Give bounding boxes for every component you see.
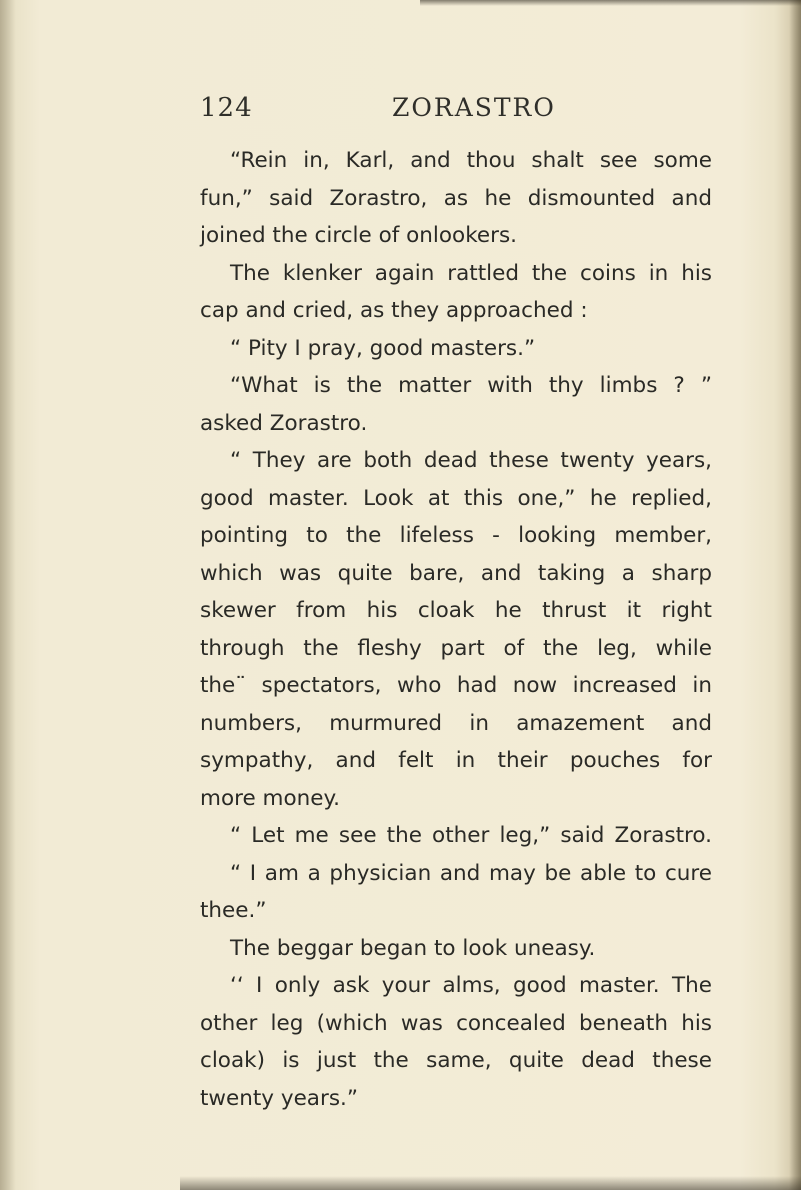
right-edge-shadow (789, 0, 801, 1190)
text-line: joined the circle of onlookers. (200, 223, 517, 248)
text-line: “ They are both dead these twenty years, (230, 448, 712, 473)
running-head: ZORASTRO (392, 93, 556, 122)
text-line: which was quite bare, and taking a sharp (200, 560, 712, 586)
text-line: pointing to the lifeless - looking member, (200, 523, 712, 548)
text-line: “What is the matter with thy limbs ? ” (230, 373, 712, 398)
text-line: more money. (200, 785, 340, 811)
text-line: The beggar began to look uneasy. (230, 935, 596, 961)
gutter-shadow (0, 0, 16, 1190)
text-line: through the fleshy part of the leg, while (200, 635, 712, 661)
text-line: skewer from his cloak he thrust it right (200, 598, 712, 623)
text-line: other leg (which was concealed beneath his (200, 1010, 712, 1036)
text-line: the¨ spectators, who had now increased in (200, 673, 712, 698)
text-line: “ Pity I pray, good masters.” (230, 335, 536, 361)
text-line: sympathy, and felt in their pouches for (200, 748, 712, 773)
bottom-edge-shadow (180, 1176, 801, 1190)
page-header (200, 90, 620, 130)
text-line: cloak) is just the same, quite dead these (200, 1048, 712, 1073)
text-line: thee.” (200, 898, 267, 923)
text-line: fun,” said Zorastro, as he dismounted and (200, 185, 712, 211)
text-line: good master. Look at this one,” he replied, (200, 485, 712, 511)
text-line: twenty years.” (200, 1085, 358, 1111)
page-number: 124 (200, 93, 253, 123)
top-edge-shadow (420, 0, 801, 6)
text-line: The klenker again rattled the coins in his (230, 260, 712, 286)
text-line: numbers, murmured in amazement and (200, 710, 712, 736)
body-text (200, 142, 712, 1117)
text-line: cap and cried, as they approached : (200, 298, 588, 323)
text-line: “Rein in, Karl, and thou shalt see some (230, 148, 712, 173)
text-line: asked Zorastro. (200, 410, 368, 436)
text-line: ‘‘ I only ask your alms, good master. The (230, 973, 712, 998)
text-line: “ I am a physician and may be able to cure (230, 860, 712, 886)
text-line: “ Let me see the other leg,” said Zorastro. (230, 823, 712, 848)
